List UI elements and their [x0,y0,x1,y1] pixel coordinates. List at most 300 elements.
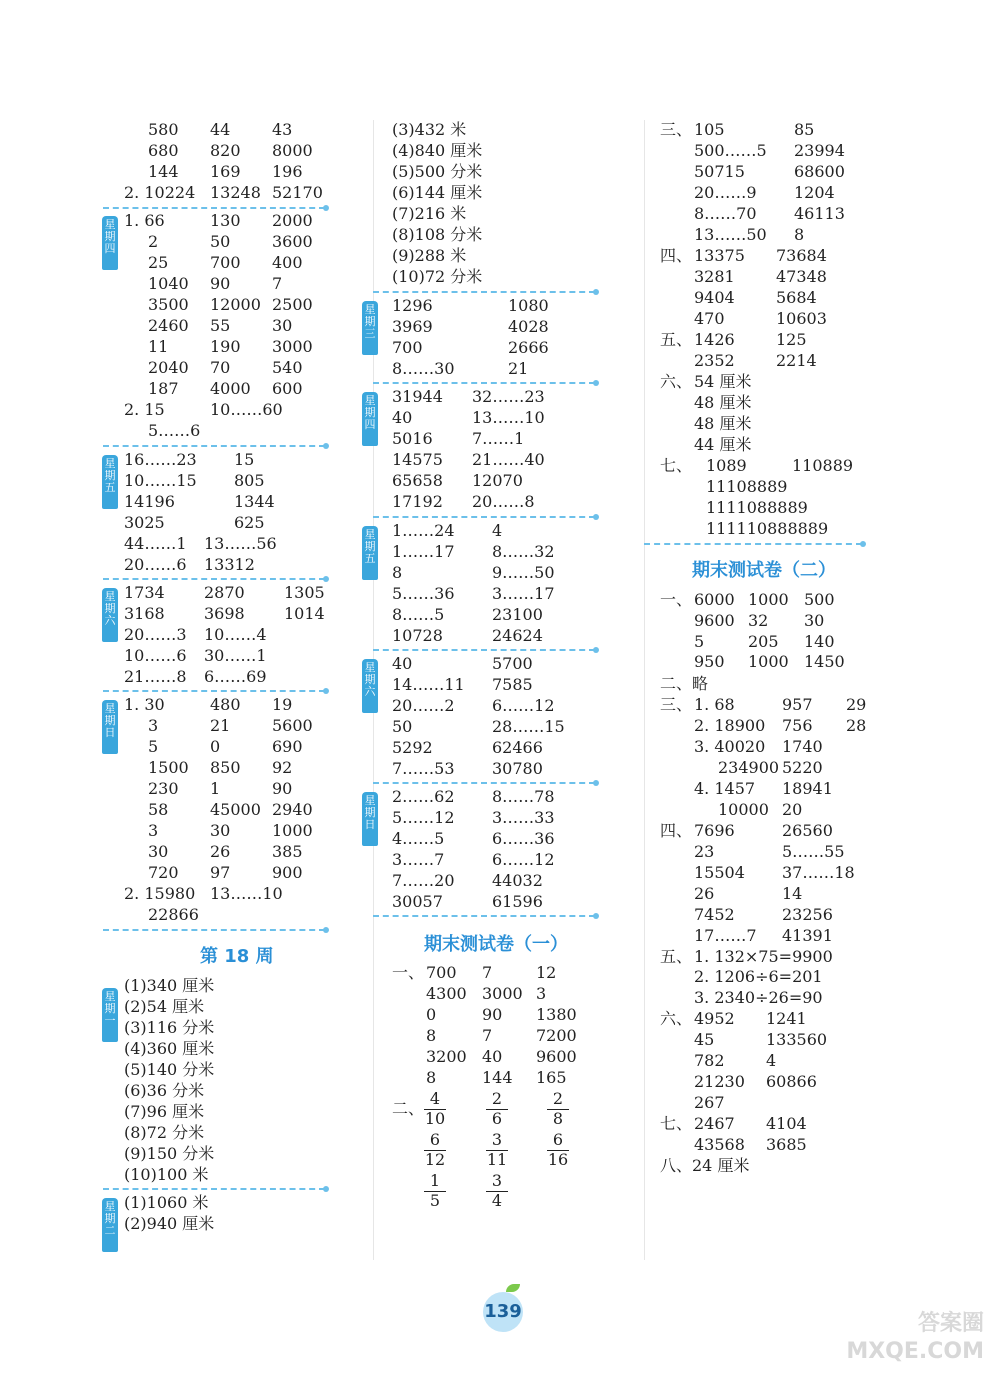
fraction [486,1172,508,1210]
answer-cell: 9404 [694,288,735,307]
answer-cell: 700 [426,963,457,982]
answer-cell: 700 [210,253,241,272]
numerator: 2 [547,1090,569,1110]
answer-line: (4)840 厘米 [392,141,483,160]
answer-cell: 21……8 [124,667,187,686]
answer-cell: 8 [426,1068,437,1087]
answer-cell: 28 [846,716,867,735]
answer-cell: 7 [482,963,493,982]
answer-cell: 144 [148,162,179,181]
answer-cell: 8……32 [492,542,555,561]
column-divider [644,120,645,1260]
answer-cell: 17……7 [694,926,757,945]
answer-cell: 169 [210,162,241,181]
answer-cell: 8000 [272,141,313,160]
answer-cell: 1040 [148,274,189,293]
answer-cell: 3969 [392,317,433,336]
answer-cell: 13……50 [694,225,767,244]
answer-cell: 2. 15980 [124,884,196,903]
answer-cell: 2. 15 [124,400,165,419]
answer-line: 48 厘米 [694,414,752,433]
answer-cell: 61596 [492,892,543,911]
answer-cell: 43 [272,120,293,139]
answer-cell: 50 [392,717,413,736]
answer-cell: 3168 [124,604,165,623]
answer-cell: 97 [210,863,231,882]
answer-cell: 11108889 [706,477,788,496]
fraction [424,1090,446,1128]
answer-cell: 1080 [508,296,549,315]
answer-cell: 540 [272,358,303,377]
answer-cell: 21 [210,716,231,735]
answer-cell: 31944 [392,387,443,406]
answer-cell: 92 [272,758,293,777]
answer-line: (9)150 分米 [124,1144,215,1163]
answer-cell: 25 [148,253,169,272]
answer-cell: 7 [272,274,283,293]
answer-cell: 805 [234,471,265,490]
answer-line: 八、24 厘米 [660,1156,750,1175]
answer-cell: 1000 [272,821,313,840]
answer-cell: 26 [210,842,231,861]
section-divider [373,382,595,384]
answer-cell: 13……10 [472,408,545,427]
answer-cell: 5600 [272,716,313,735]
answer-cell: 5……36 [392,584,455,603]
answer-cell: 73684 [776,246,827,265]
answer-cell: 3……17 [492,584,555,603]
answer-cell: 1. 68 [694,695,735,714]
answer-cell: 1241 [766,1009,807,1028]
answer-cell: 1000 [748,652,789,671]
answer-cell: 10000 [718,800,769,819]
answer-cell: 10……6 [124,646,187,665]
answer-cell: 5292 [392,738,433,757]
answer-cell: 9600 [536,1047,577,1066]
answer-cell: 4104 [766,1114,807,1133]
answer-cell: 19 [272,695,293,714]
answer-cell: 2040 [148,358,189,377]
answer-cell: 385 [272,842,303,861]
answer-cell: 11 [148,337,169,356]
answer-cell: 820 [210,141,241,160]
answer-cell: 3……7 [392,850,445,869]
answer-cell: 1296 [392,296,433,315]
answer-line: (8)72 分米 [124,1123,205,1142]
answer-cell: 111110888889 [706,519,829,538]
day-tag-thursday: 星 期 四 [362,392,378,446]
answer-cell: 480 [210,695,241,714]
answer-cell: 165 [536,1068,567,1087]
answer-cell: 13312 [204,555,255,574]
exam-title-1: 期末测试卷（一） [424,934,568,955]
answer-cell: 30057 [392,892,443,911]
section-divider [373,291,595,293]
answer-cell: 23100 [492,605,543,624]
answer-cell: 41391 [782,926,833,945]
answer-cell: 15504 [694,863,745,882]
answer-cell: 850 [210,758,241,777]
answer-line: (9)288 米 [392,246,467,265]
answer-cell: 3500 [148,295,189,314]
answer-cell: 2 [148,232,159,251]
answer-cell: 50715 [694,162,745,181]
answer-cell: 4 [492,521,503,540]
answer-cell: 22866 [148,905,199,924]
answer-cell: 2467 [694,1114,735,1133]
day-tag-saturday: 星 期 六 [362,659,378,713]
answer-cell: 20……2 [392,696,455,715]
answer-cell: 3685 [766,1135,807,1154]
answer-cell: 30……1 [204,646,267,665]
answer-cell: 8 [794,225,805,244]
fraction [547,1090,569,1128]
answer-cell: 23 [694,842,715,861]
answer-cell: 3698 [204,604,245,623]
answer-cell: 40 [392,408,413,427]
answer-cell: 2352 [694,351,735,370]
answer-cell: 23256 [782,905,833,924]
fraction [547,1131,569,1169]
answer-cell: 9……50 [492,563,555,582]
answer-cell: 12000 [210,295,261,314]
fraction [486,1090,508,1128]
answer-line: (7)216 米 [392,204,467,223]
day-tag-saturday: 星 期 六 [102,588,118,642]
answer-line: (6)144 厘米 [392,183,483,202]
answer-cell: 5……6 [148,421,201,440]
answer-cell: 44 [210,120,231,139]
answer-cell: 2. 10224 [124,183,196,202]
answer-cell: 20 [782,800,803,819]
answer-cell: 43568 [694,1135,745,1154]
section-label: 一、 [392,963,425,982]
page-number: 139 [483,1292,523,1332]
answer-cell: 20……6 [124,555,187,574]
answer-cell: 15 [234,450,255,469]
denominator: 5 [429,1191,441,1210]
answer-cell: 205 [748,632,779,651]
day-tag-sunday: 星 期 日 [102,700,118,754]
fraction [424,1172,446,1210]
answer-cell: 47348 [776,267,827,286]
answer-cell: 3……33 [492,808,555,827]
answer-cell: 3 [536,984,547,1003]
answer-line: 二、略 [660,674,709,693]
numerator: 2 [486,1090,508,1110]
section-label: 四、 [660,246,693,265]
answer-cell: 5220 [782,758,823,777]
answer-cell: 4. 1457 [694,779,756,798]
answer-cell: 2666 [508,338,549,357]
answer-line: (6)36 分米 [124,1081,205,1100]
answer-cell: 8……5 [392,605,445,624]
denominator: 10 [424,1109,446,1128]
answer-cell: 4028 [508,317,549,336]
answer-cell: 30780 [492,759,543,778]
fraction [486,1131,508,1169]
answer-line: (2)940 厘米 [124,1214,215,1233]
answer-cell: 5……12 [392,808,455,827]
answer-cell: 40 [482,1047,503,1066]
exam-title-2: 期末测试卷（二） [692,560,836,581]
answer-cell: 20……9 [694,183,757,202]
answer-cell: 1. 30 [124,695,165,714]
numerator: 3 [486,1131,508,1151]
denominator: 12 [424,1150,446,1169]
answer-line: 3. 2340÷26=90 [694,988,823,1007]
answer-cell: 29 [846,695,867,714]
answer-cell: 13248 [210,183,261,202]
answer-cell: 8……78 [492,787,555,806]
answer-cell: 26560 [782,821,833,840]
numerator: 3 [486,1172,508,1192]
answer-cell: 5 [148,737,159,756]
day-tag-wednesday: 星 期 三 [362,301,378,355]
section-divider [373,782,595,784]
answer-cell: 110889 [792,456,854,475]
answer-cell: 70 [210,358,231,377]
answer-cell: 267 [694,1093,725,1112]
section-divider [373,649,595,651]
answer-cell: 5 [694,632,705,651]
answer-cell: 600 [272,379,303,398]
answer-cell: 140 [804,632,835,651]
answer-cell: 7696 [694,821,735,840]
section-divider [103,690,325,692]
answer-cell: 6……12 [492,850,555,869]
answer-cell: 470 [694,309,725,328]
answer-cell: 1204 [794,183,835,202]
watermark-logo-text: 答案圈 [917,1311,984,1336]
answer-cell: 1. 66 [124,211,165,230]
answer-cell: 44……1 [124,534,187,553]
answer-cell: 14 [782,884,803,903]
answer-cell: 400 [272,253,303,272]
answer-cell: 1……17 [392,542,455,561]
answer-cell: 20……3 [124,625,187,644]
answer-cell: 3 [148,821,159,840]
answer-cell: 2. 18900 [694,716,766,735]
answer-line: (5)500 分米 [392,162,483,181]
answer-cell: 62466 [492,738,543,757]
answer-cell: 1426 [694,330,735,349]
answer-cell: 234900 [718,758,780,777]
answer-cell: 1734 [124,583,165,602]
section-divider [103,207,325,209]
answer-line: (1)1060 米 [124,1193,209,1212]
answer-line: 48 厘米 [694,393,752,412]
answer-cell: 10……15 [124,471,197,490]
answer-cell: 10……4 [204,625,267,644]
answer-cell: 90 [210,274,231,293]
answer-cell: 7452 [694,905,735,924]
section-label: 四、 [660,821,693,840]
section-label: 七、 [660,1114,693,1133]
watermark [846,1310,984,1366]
answer-cell: 500 [804,590,835,609]
answer-cell: 8 [426,1026,437,1045]
answer-cell: 9600 [694,611,735,630]
answer-cell: 55 [210,316,231,335]
section-label: 六、 [660,372,693,391]
answer-cell: 5016 [392,429,433,448]
answer-cell: 58 [148,800,169,819]
answer-cell: 0 [210,737,221,756]
answer-cell: 30 [148,842,169,861]
answer-cell: 40 [392,654,413,673]
answer-line: 2. 1206÷6=201 [694,967,823,986]
answer-cell: 10……60 [210,400,283,419]
answer-cell: 700 [392,338,423,357]
answer-cell: 17192 [392,492,443,511]
answer-cell: 18941 [782,779,833,798]
section-label: 三、 [660,695,693,714]
answer-cell: 7200 [536,1026,577,1045]
answer-cell: 52170 [272,183,323,202]
answer-cell: 1344 [234,492,275,511]
answer-cell: 3025 [124,513,165,532]
answer-cell: 12070 [472,471,523,490]
section-divider [103,445,325,447]
answer-cell: 21……40 [472,450,545,469]
section-label: 七、 [660,456,693,475]
answer-cell: 950 [694,652,725,671]
denominator: 4 [491,1191,503,1210]
answer-cell: 46113 [794,204,845,223]
answer-cell: 782 [694,1051,725,1070]
answer-cell: 144 [482,1068,513,1087]
answer-cell: 900 [272,863,303,882]
answer-cell: 5700 [492,654,533,673]
section-label: 六、 [660,1009,693,1028]
watermark-url: MXQE.COM [846,1339,984,1364]
answer-cell: 65658 [392,471,443,490]
answer-cell: 1500 [148,758,189,777]
answer-line: (1)340 厘米 [124,976,215,995]
answer-cell: 125 [776,330,807,349]
answer-cell: 26 [694,884,715,903]
answer-line: (10)72 分米 [392,267,483,286]
answer-cell: 2500 [272,295,313,314]
answer-cell: 7……20 [392,871,455,890]
answer-cell: 30 [804,611,825,630]
section-label: 一、 [660,590,693,609]
answer-cell: 1……24 [392,521,455,540]
answer-cell: 3 [148,716,159,735]
answer-cell: 90 [272,779,293,798]
numerator: 6 [547,1131,569,1151]
answer-cell: 1 [210,779,221,798]
day-tag-friday: 星 期 五 [362,526,378,580]
answer-cell: 7……1 [472,429,525,448]
answer-cell: 20……8 [472,492,535,511]
answer-line: (8)108 分米 [392,225,483,244]
numerator: 1 [424,1172,446,1192]
answer-cell: 2000 [272,211,313,230]
answer-cell: 230 [148,779,179,798]
answer-cell: 30 [210,821,231,840]
answer-cell: 1450 [804,652,845,671]
answer-cell: 133560 [766,1030,828,1049]
answer-cell: 50 [210,232,231,251]
answer-cell: 105 [694,120,725,139]
answer-cell: 4……5 [392,829,445,848]
answer-cell: 90 [482,1005,503,1024]
answer-cell: 2214 [776,351,817,370]
answer-cell: 3000 [482,984,523,1003]
day-tag-sunday: 星 期 日 [362,792,378,846]
answer-cell: 1089 [706,456,747,475]
denominator: 8 [552,1109,564,1128]
answer-cell: 13375 [694,246,745,265]
answer-cell: 16……23 [124,450,197,469]
answer-cell: 957 [782,695,813,714]
answer-cell: 6……69 [204,667,267,686]
answer-cell: 45 [694,1030,715,1049]
answer-cell: 44032 [492,871,543,890]
answer-cell: 0 [426,1005,437,1024]
answer-line: (7)96 厘米 [124,1102,205,1121]
section-label: 五、 [660,330,693,349]
answer-cell: 14575 [392,450,443,469]
section-divider [644,543,862,545]
answer-cell: 580 [148,120,179,139]
answer-cell: 130 [210,211,241,230]
answer-line: (3)432 米 [392,120,467,139]
answer-cell: 85 [794,120,815,139]
answer-cell: 500……5 [694,141,767,160]
answer-cell: 14……11 [392,675,465,694]
denominator: 16 [547,1150,569,1169]
answer-cell: 30 [272,316,293,335]
answer-cell: 45000 [210,800,261,819]
answer-cell: 12 [536,963,557,982]
week-title: 第 18 周 [200,946,274,967]
answer-cell: 32……23 [472,387,545,406]
day-tag-thursday: 星 期 四 [102,216,118,270]
denominator: 11 [486,1150,508,1169]
answer-cell: 3. 40020 [694,737,766,756]
denominator: 6 [491,1109,503,1128]
answer-cell: 190 [210,337,241,356]
answer-line: (10)100 米 [124,1165,209,1184]
section-label: 三、 [660,120,693,139]
answer-line: (3)116 分米 [124,1018,215,1037]
answer-cell: 4000 [210,379,251,398]
answer-cell: 37……18 [782,863,855,882]
answer-cell: 28……15 [492,717,565,736]
answer-cell: 2460 [148,316,189,335]
answer-cell: 720 [148,863,179,882]
day-tag-friday: 星 期 五 [102,455,118,509]
answer-cell: 1111088889 [706,498,808,517]
section-divider [103,1188,325,1190]
answer-cell: 625 [234,513,265,532]
numerator: 6 [424,1131,446,1151]
answer-cell: 680 [148,141,179,160]
section-label: 二、 [392,1099,425,1118]
fraction [424,1131,446,1169]
answer-cell: 8 [392,563,403,582]
answer-cell: 4952 [694,1009,735,1028]
answer-cell: 3600 [272,232,313,251]
answer-line: (2)54 厘米 [124,997,205,1016]
answer-cell: 2940 [272,800,313,819]
day-tag-monday: 星 期 一 [102,988,118,1042]
section-label: 五、 [660,947,693,966]
answer-cell: 6000 [694,590,735,609]
